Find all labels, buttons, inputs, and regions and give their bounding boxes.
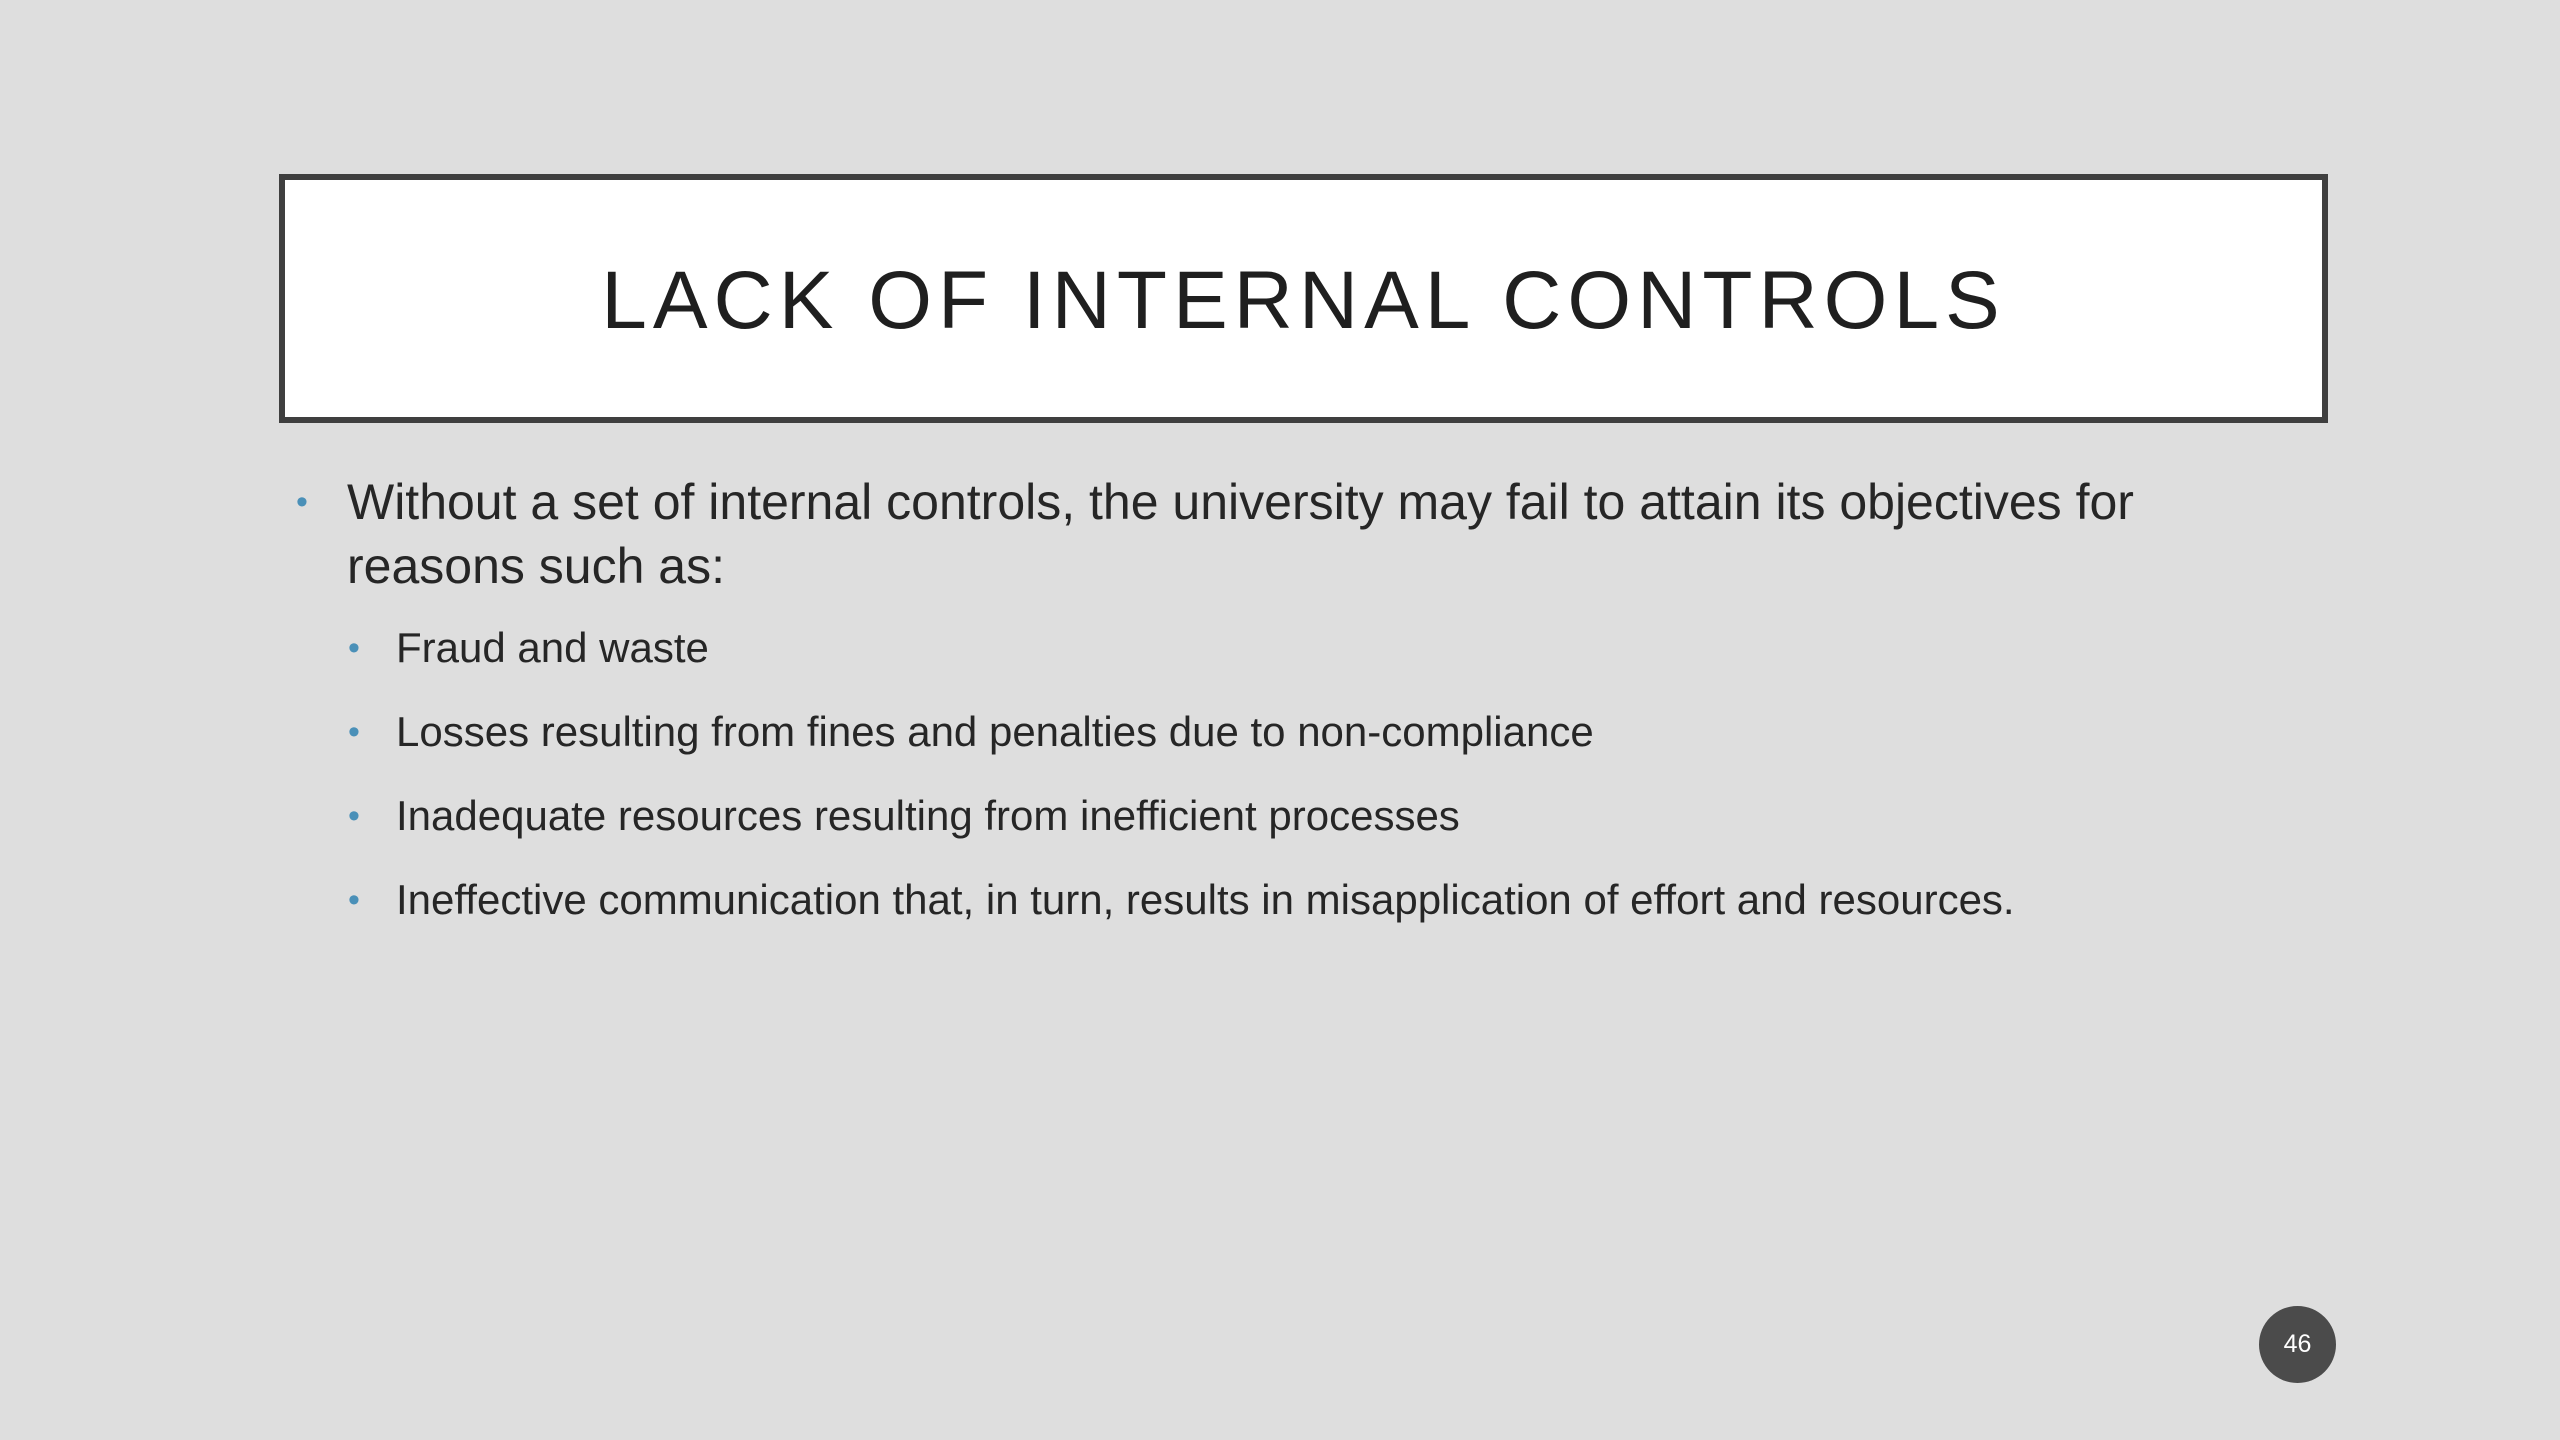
bullet-dot-icon: • xyxy=(348,629,360,667)
page-number-badge: 46 xyxy=(2259,1306,2336,1383)
slide-content xyxy=(296,470,2256,956)
bullet-dot-icon: • xyxy=(348,713,360,751)
bullet-dot-icon: • xyxy=(348,881,360,919)
sub-bullet-text: Losses resulting from fines and penalties due to non-compliance xyxy=(396,708,1594,755)
sub-bullet-text: Ineffective communication that, in turn, results in misapplication of effort and resources. xyxy=(396,876,2015,923)
main-bullet-text: Without a set of internal controls, the university may fail to attain its objectives for reasons such as: xyxy=(347,474,2134,594)
sub-bullet-point xyxy=(296,704,2256,760)
sub-bullet-point xyxy=(296,620,2256,676)
main-bullet-point xyxy=(296,470,2256,598)
sub-bullet-point xyxy=(296,788,2256,844)
sub-bullet-text: Inadequate resources resulting from inefficient processes xyxy=(396,792,1460,839)
sub-bullet-point xyxy=(296,872,2256,928)
sub-bullet-text: Fraud and waste xyxy=(396,624,709,671)
slide-title: LACK OF INTERNAL CONTROLS xyxy=(601,254,2006,346)
title-box xyxy=(279,174,2328,423)
bullet-dot-icon: • xyxy=(296,483,308,521)
bullet-dot-icon: • xyxy=(348,797,360,835)
